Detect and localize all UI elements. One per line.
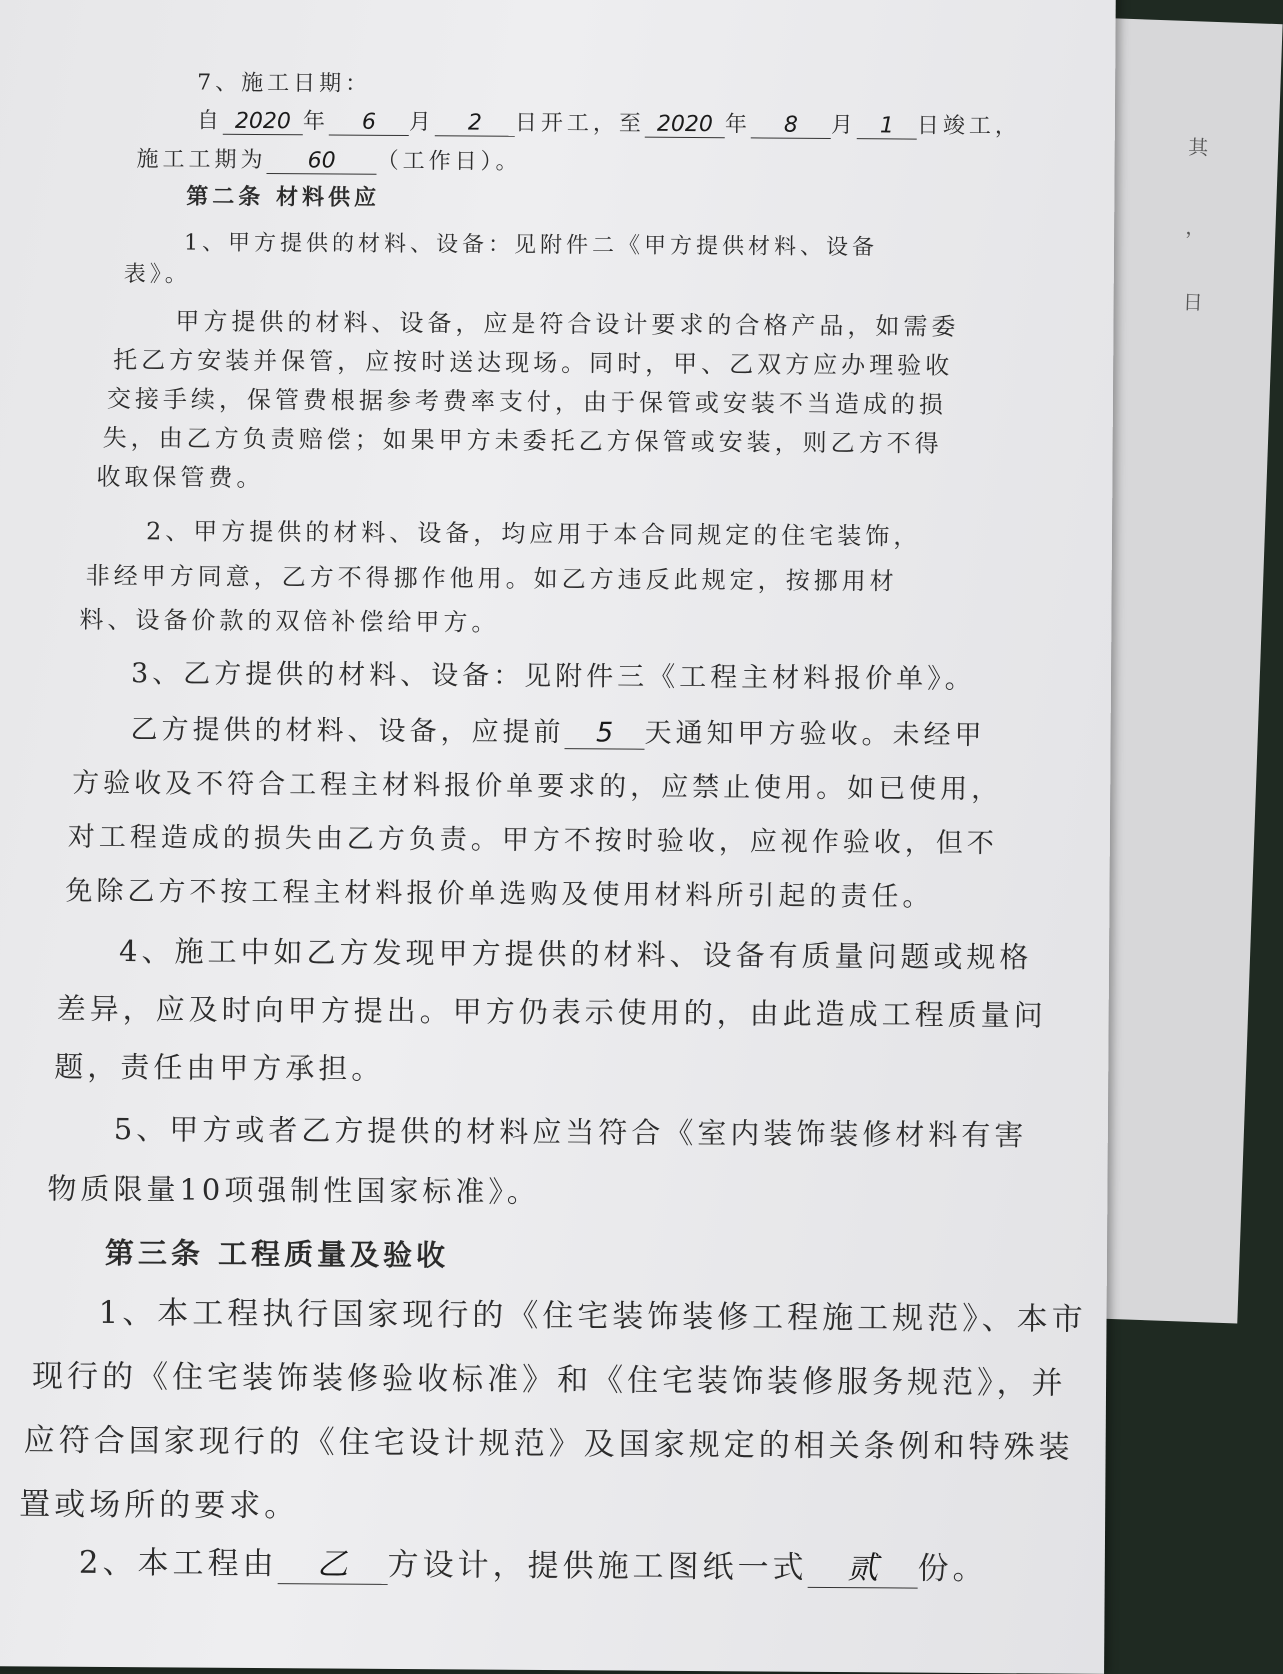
a3-1-line: 应符合国家现行的《住宅设计规范》及国家规定的相关条例和特殊装 — [23, 1422, 1074, 1466]
a2-5-line: 物质限量10项强制性国家标准》。 — [47, 1171, 540, 1209]
a2-1b-line: 托乙方安装并保管，应按时送达现场。同时，甲、乙双方应办理验收 — [113, 345, 954, 380]
a2-3c-line: 对工程造成的损失由乙方负责。甲方不按时验收，应视作验收，但不 — [67, 821, 998, 860]
a2-3c-line: 免除乙方不按工程主材料报价单选购及使用材料所引起的责任。 — [65, 875, 934, 913]
period-line — [137, 142, 522, 176]
text: 2、本工程由 — [78, 1544, 278, 1583]
text: 日开工，至 — [514, 110, 646, 137]
a2-4-line: 4、施工中如乙方发现甲方提供的材料、设备有质量问题或规格 — [118, 934, 1033, 975]
a2-3-line: 3、乙方提供的材料、设备：见附件三《工程主材料报价单》。 — [130, 658, 976, 696]
a2-2-line: 2、甲方提供的材料、设备，均应用于本合同规定的住宅装饰， — [145, 517, 922, 551]
notice-days: 5 — [564, 717, 644, 750]
text: 方设计，提供施工图纸一式 — [387, 1546, 808, 1586]
text: 日竣工， — [916, 113, 1022, 140]
a2-1b-line: 收取保管费。 — [96, 462, 265, 493]
start-year: 2020 — [223, 109, 303, 136]
text: 天通知甲方验收。未经甲 — [644, 717, 986, 752]
end-year: 2020 — [645, 112, 725, 139]
text: 月 — [408, 110, 435, 136]
start-month: 6 — [329, 109, 409, 136]
date-line — [197, 104, 1021, 141]
a2-2-line: 非经甲方同意，乙方不得挪作他用。如乙方违反此规定，按挪用材 — [85, 561, 898, 596]
text: 乙方提供的材料、设备，应提前 — [130, 714, 565, 749]
a2-2-line: 料、设备价款的双倍补偿给甲方。 — [79, 605, 500, 637]
edge-char: ， — [1185, 214, 1206, 240]
a2-1b-line: 甲方提供的材料、设备，应是符合设计要求的合格产品，如需委 — [175, 307, 960, 341]
text: 施工工期为 — [136, 147, 267, 174]
a3-1-line: 现行的《住宅装饰装修验收标准》和《住宅装饰装修服务规范》，并 — [31, 1358, 1067, 1402]
end-day: 1 — [857, 113, 917, 139]
design-party: 乙 — [277, 1538, 387, 1585]
a2-3c-line: 方验收及不符合工程主材料报价单要求的，应禁止使用。如已使用， — [72, 767, 1003, 806]
text: 份。 — [917, 1550, 988, 1588]
a3-1-line: 置或场所的要求。 — [19, 1486, 300, 1525]
period-days: 60 — [267, 148, 377, 175]
a2-4-line: 题，责任由甲方承担。 — [54, 1049, 385, 1086]
a2-1b-line: 交接手续，保管费根据参考费率支付，由于保管或安装不当造成的损 — [106, 384, 948, 419]
text: 年 — [724, 112, 752, 138]
item7-title: 7、施工日期： — [197, 70, 372, 97]
article3-title: 第三条 工程质量及验收 — [104, 1235, 450, 1273]
a3-2-line — [79, 1537, 988, 1589]
a2-5-line: 5、甲方或者乙方提供的材料应当符合《室内装饰装修材料有害 — [113, 1111, 1028, 1153]
a2-3b-line — [131, 707, 986, 752]
a3-1-line: 1、本工程执行国家现行的《住宅装饰装修工程施工规范》、本市 — [98, 1294, 1087, 1338]
edge-char: 其 — [1187, 135, 1209, 160]
text: （工作日）。 — [376, 148, 522, 175]
article2-title: 第二条 材料供应 — [186, 184, 381, 211]
drawing-copies: 贰 — [807, 1542, 917, 1589]
start-day: 2 — [435, 110, 515, 137]
a2-4-line: 差异，应及时向甲方提出。甲方仍表示使用的，由此造成工程质量问 — [56, 991, 1047, 1033]
text: 自 — [196, 108, 223, 134]
text: 年 — [302, 109, 329, 135]
a2-1b-line: 失，由乙方负责赔偿；如果甲方未委托乙方保管或安装，则乙方不得 — [102, 423, 943, 458]
end-month: 8 — [751, 112, 831, 139]
text: 月 — [830, 112, 858, 139]
a2-1-line: 表》。 — [123, 262, 191, 288]
edge-char: 日 — [1182, 289, 1204, 315]
a2-1-line: 1、甲方提供的材料、设备：见附件二《甲方提供材料、设备 — [183, 230, 879, 261]
